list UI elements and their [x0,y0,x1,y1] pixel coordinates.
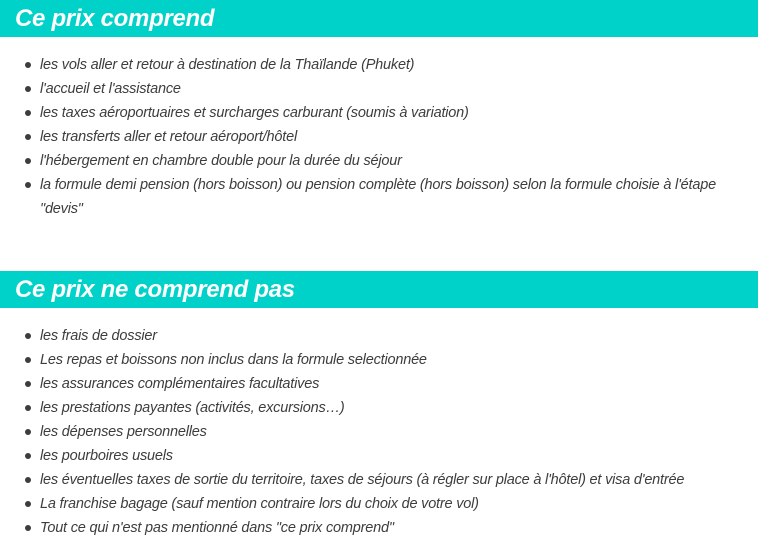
bullet-icon [25,405,31,411]
list-item [0,468,758,492]
included-list [0,53,758,221]
list-item [0,396,758,420]
list-item [0,420,758,444]
bullet-icon [25,158,31,164]
bullet-icon [25,134,31,140]
list-item-text: les taxes aéroportuaires et surcharges carburant (soumis à variation) [40,105,469,121]
list-item [0,324,758,348]
list-item-text: les dépenses personnelles [40,424,207,440]
list-item [0,149,758,173]
list-item-text: les pourboires usuels [40,448,173,464]
list-item-text: la formule demi pension (hors boisson) ou pension complète (hors boisson) selon la formule choisie à l'étape "devis" [40,177,716,217]
list-item [0,53,758,77]
list-item-text: les assurances complémentaires facultatives [40,376,320,392]
list-item-text: Tout ce qui n'est pas mentionné dans "ce prix comprend" [40,520,394,536]
list-item-text: l'hébergement en chambre double pour la durée du séjour [40,153,402,169]
bullet-icon [25,182,31,188]
list-item-text: les frais de dossier [40,328,157,344]
bullet-icon [25,110,31,116]
included-section-title: Ce prix comprend [0,0,758,37]
bullet-icon [25,525,31,531]
list-item [0,101,758,125]
excluded-list [0,324,758,540]
bullet-icon [25,62,31,68]
bullet-icon [25,333,31,339]
list-item [0,77,758,101]
list-item-text: les vols aller et retour à destination de la Thaïlande (Phuket) [40,57,415,73]
list-item-text: l'accueil et l'assistance [40,81,181,97]
bullet-icon [25,86,31,92]
bullet-icon [25,501,31,507]
list-item [0,444,758,468]
bullet-icon [25,477,31,483]
list-item-text: les prestations payantes (activités, excursions…) [40,400,345,416]
list-item [0,372,758,396]
list-item-text: les transferts aller et retour aéroport/hôtel [40,129,297,145]
bullet-icon [25,357,31,363]
bullet-icon [25,381,31,387]
list-item-text: La franchise bagage (sauf mention contraire lors du choix de votre vol) [40,496,479,512]
bullet-icon [25,453,31,459]
list-item [0,516,758,540]
list-item [0,348,758,372]
bullet-icon [25,429,31,435]
excluded-section-title: Ce prix ne comprend pas [0,271,758,308]
list-item [0,492,758,516]
list-item-text: les éventuelles taxes de sortie du territoire, taxes de séjours (à régler sur place à l'hôtel) et visa d'entrée [40,472,685,488]
list-item [0,125,758,149]
list-item [0,173,758,221]
list-item-text: Les repas et boissons non inclus dans la formule selectionnée [40,352,427,368]
